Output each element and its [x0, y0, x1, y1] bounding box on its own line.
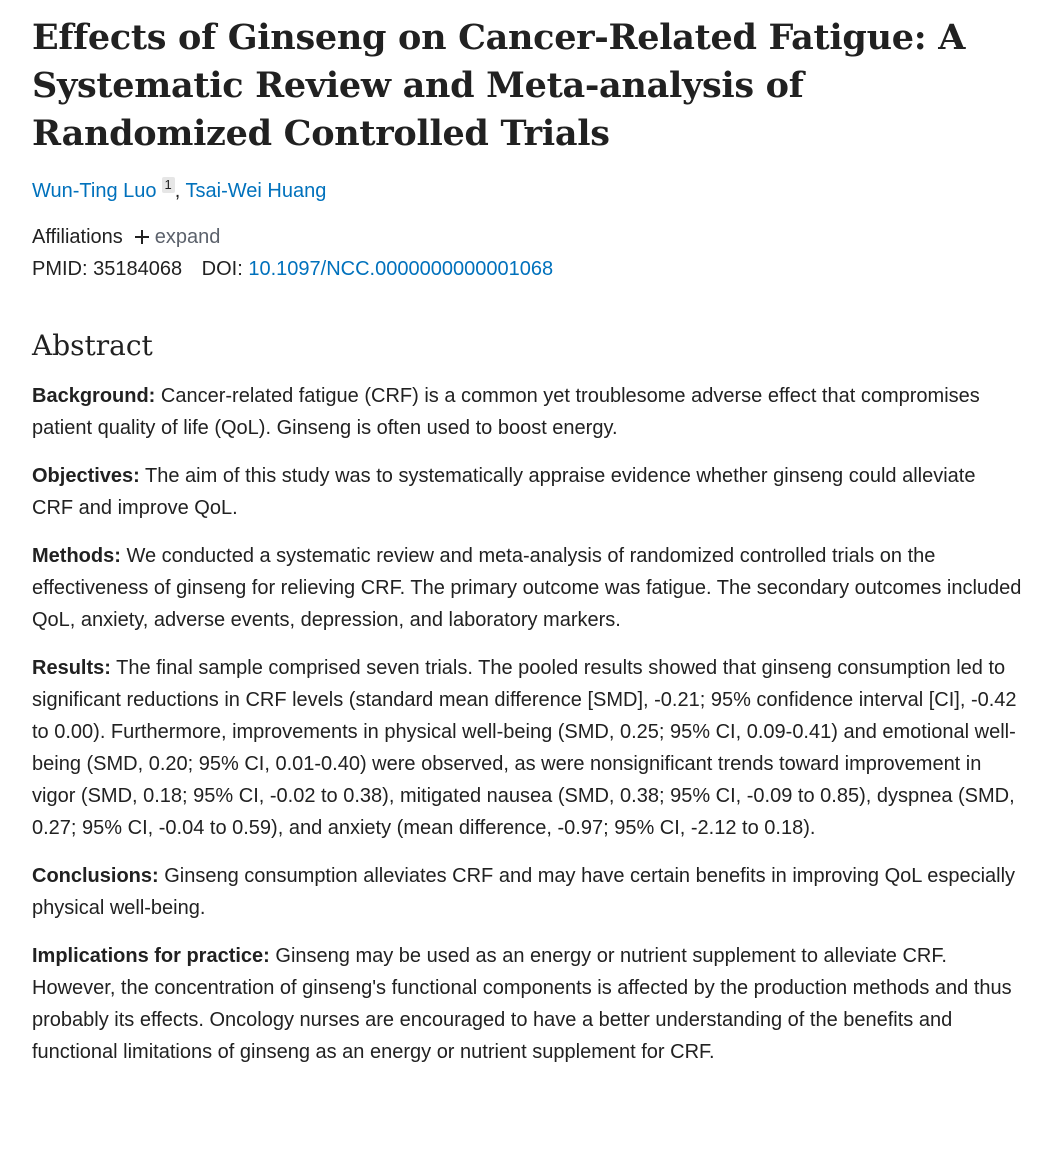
- abstract-heading: Abstract: [32, 329, 153, 362]
- plus-icon: [135, 230, 149, 244]
- section-text: The final sample comprised seven trials. The pooled results showed that ginseng consumption led to significant reductions in CRF levels (standard mean difference [SMD], -0.21; 95% confidence interval [CI], -0.42 to 0.00). Furthermore, improvements in physical well-being (SMD, 0.25; 95% CI, 0.09-0.41) and emotional well-being (SMD, 0.20; 95% CI, 0.01-0.40) were observed, as were nonsignificant trends toward improvement in vigor (SMD, 0.18; 95% CI, -0.02 to 0.38), mitigated nausea (SMD, 0.38; 95% CI, -0.09 to 0.85), dyspnea (SMD, 0.27; 95% CI, -0.04 to 0.59), and anxiety (mean difference, -0.97; 95% CI, -2.12 to 0.18).: [32, 657, 1017, 839]
- author-list: [32, 177, 1022, 205]
- section-text: Ginseng may be used as an energy or nutrient supplement to alleviate CRF. However, the concentration of ginseng's functional components is affected by the production methods and thus probably its effects. Oncology nurses are encouraged to have a better understanding of the benefits and functional limitations of ginseng as an energy or nutrient supplement for CRF.: [32, 945, 1012, 1063]
- abstract-section-objectives: [32, 460, 1022, 524]
- section-text: We conducted a systematic review and meta-analysis of randomized controlled trials on the effectiveness of ginseng for relieving CRF. The primary outcome was fatigue. The secondary outcomes included QoL, anxiety, adverse events, depression, and laboratory markers.: [32, 545, 1022, 631]
- pmid-label: PMID:: [32, 258, 88, 280]
- author-link[interactable]: Wun-Ting Luo: [32, 180, 157, 202]
- section-label: Results:: [32, 657, 111, 679]
- article-identifiers: [32, 255, 1022, 283]
- article-title: Effects of Ginseng on Cancer-Related Fatigue: A Systematic Review and Meta-analysis of Randomized Controlled Trials: [32, 17, 966, 154]
- section-text: Ginseng consumption alleviates CRF and may have certain benefits in improving QoL especially physical well-being.: [32, 865, 1016, 919]
- abstract-section-methods: [32, 540, 1022, 636]
- abstract-body: [32, 380, 1022, 1068]
- affiliations-row: [32, 223, 1022, 251]
- author-separator: ,: [174, 180, 181, 202]
- section-label: Methods:: [32, 545, 121, 567]
- section-label: Objectives:: [32, 465, 140, 487]
- section-label: Implications for practice:: [32, 945, 270, 967]
- affiliation-number-badge[interactable]: 1: [162, 177, 175, 193]
- abstract-section-implications: [32, 940, 1022, 1068]
- abstract-section-conclusions: [32, 860, 1022, 924]
- section-label: Conclusions:: [32, 865, 159, 887]
- doi-label: DOI:: [201, 258, 243, 280]
- doi-link[interactable]: 10.1097/NCC.0000000000001068: [248, 258, 554, 280]
- author-link[interactable]: Tsai-Wei Huang: [185, 180, 327, 202]
- abstract-section-background: [32, 380, 1022, 444]
- section-text: Cancer-related fatigue (CRF) is a common yet troublesome adverse effect that compromises patient quality of life (QoL). Ginseng is often used to boost energy.: [32, 385, 980, 439]
- affiliations-label: Affiliations: [32, 226, 123, 248]
- pmid-value: 35184068: [93, 258, 183, 280]
- section-label: Background:: [32, 385, 156, 407]
- section-text: The aim of this study was to systematically appraise evidence whether ginseng could alleviate CRF and improve QoL.: [32, 465, 976, 519]
- expand-label: expand: [154, 226, 221, 248]
- abstract-section-results: [32, 652, 1022, 844]
- affiliations-expand-toggle[interactable]: [135, 223, 221, 251]
- article-page: [32, 14, 1022, 1068]
